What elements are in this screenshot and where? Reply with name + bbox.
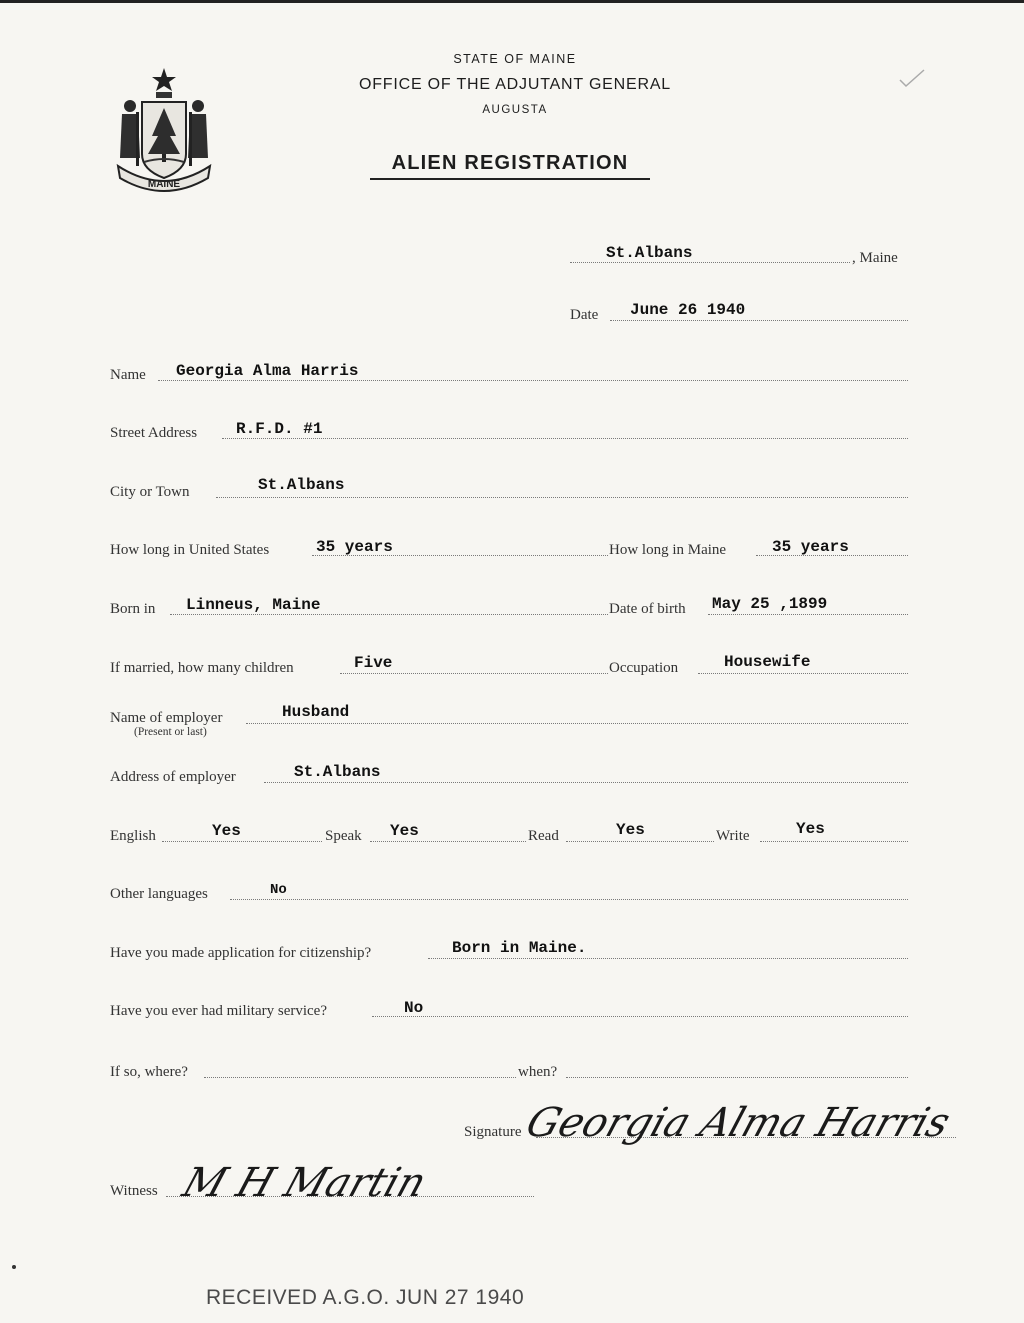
occupation-value: Housewife xyxy=(724,653,811,671)
other-languages-line xyxy=(230,899,908,900)
us-years-value: 35 years xyxy=(316,538,393,556)
english-label: English xyxy=(110,828,156,844)
speak-line xyxy=(370,841,526,842)
write-label: Write xyxy=(716,828,750,844)
dob-value: May 25 ,1899 xyxy=(712,595,828,613)
scan-speck xyxy=(12,1265,16,1269)
children-value: Five xyxy=(354,654,393,672)
us-years-label: How long in United States xyxy=(110,542,270,558)
where-line xyxy=(204,1077,516,1078)
where-label: If so, where? xyxy=(110,1064,188,1080)
city-value: St.Albans xyxy=(258,476,345,494)
name-value: Georgia Alma Harris xyxy=(176,362,359,380)
form-title: ALIEN REGISTRATION xyxy=(370,152,650,180)
place-value: St.Albans xyxy=(606,244,693,262)
employer-address-value: St.Albans xyxy=(294,763,381,781)
employer-line xyxy=(246,723,908,724)
speak-value: Yes xyxy=(390,822,419,840)
military-label: Have you ever had military service? xyxy=(110,1003,327,1019)
street-value: R.F.D. #1 xyxy=(236,420,323,438)
read-label: Read xyxy=(528,828,559,844)
speak-label: Speak xyxy=(325,828,362,844)
born-in-line xyxy=(170,614,608,615)
employer-label: Name of employer xyxy=(110,710,223,726)
citizenship-value: Born in Maine. xyxy=(452,939,587,957)
maine-years-value: 35 years xyxy=(772,538,849,556)
employer-sublabel: (Present or last) xyxy=(134,726,207,738)
dob-label: Date of birth xyxy=(609,601,686,617)
write-value: Yes xyxy=(796,820,825,838)
date-value: June 26 1940 xyxy=(630,301,746,319)
witness-text: M H Martin xyxy=(177,1158,433,1206)
city-line xyxy=(216,497,908,498)
when-line xyxy=(566,1077,908,1078)
street-label: Street Address xyxy=(110,425,198,441)
scan-top-edge xyxy=(0,0,1024,3)
signature-label: Signature xyxy=(464,1124,522,1140)
born-in-label: Born in xyxy=(110,601,156,617)
other-languages-value: No xyxy=(270,882,287,898)
witness-handwriting xyxy=(176,1148,476,1218)
header-office: OFFICE OF THE ADJUTANT GENERAL xyxy=(358,76,672,93)
date-label: Date xyxy=(570,307,599,323)
dob-line xyxy=(708,614,908,615)
street-line xyxy=(222,438,908,439)
place-line xyxy=(570,262,850,263)
header-state: STATE OF MAINE xyxy=(453,52,577,66)
received-stamp-text: RECEIVED A.G.O. JUN 27 1940 xyxy=(206,1286,525,1309)
occupation-label: Occupation xyxy=(609,660,679,676)
employer-value: Husband xyxy=(282,703,350,721)
name-label: Name xyxy=(110,367,146,383)
date-line xyxy=(610,320,908,321)
signature-handwriting xyxy=(520,1086,976,1166)
signature-text: Georgia Alma Harris xyxy=(520,1098,956,1146)
citizenship-label: Have you made application for citizenship? xyxy=(110,945,372,961)
city-label: City or Town xyxy=(110,484,190,500)
witness-label: Witness xyxy=(110,1183,158,1199)
seal-banner-text: MAINE xyxy=(147,179,181,190)
children-line xyxy=(340,673,608,674)
military-value: No xyxy=(404,999,424,1017)
check-mark-icon xyxy=(898,68,926,88)
occupation-line xyxy=(698,673,908,674)
other-languages-label: Other languages xyxy=(110,886,208,902)
children-label: If married, how many children xyxy=(110,660,294,676)
employer-address-label: Address of employer xyxy=(110,769,236,785)
when-label: when? xyxy=(518,1064,558,1080)
header-city: AUGUSTA xyxy=(482,104,548,116)
read-line xyxy=(566,841,714,842)
place-suffix: , Maine xyxy=(852,250,898,266)
received-stamp xyxy=(206,1278,525,1314)
maine-years-label: How long in Maine xyxy=(609,542,727,558)
read-value: Yes xyxy=(616,821,645,839)
name-line xyxy=(158,380,908,381)
born-in-value: Linneus, Maine xyxy=(186,596,321,614)
military-line xyxy=(372,1016,908,1017)
citizenship-line xyxy=(428,958,908,959)
write-line xyxy=(760,841,908,842)
english-value: Yes xyxy=(212,822,241,840)
maine-state-seal-icon xyxy=(112,66,216,194)
english-line xyxy=(162,841,322,842)
employer-address-line xyxy=(264,782,908,783)
